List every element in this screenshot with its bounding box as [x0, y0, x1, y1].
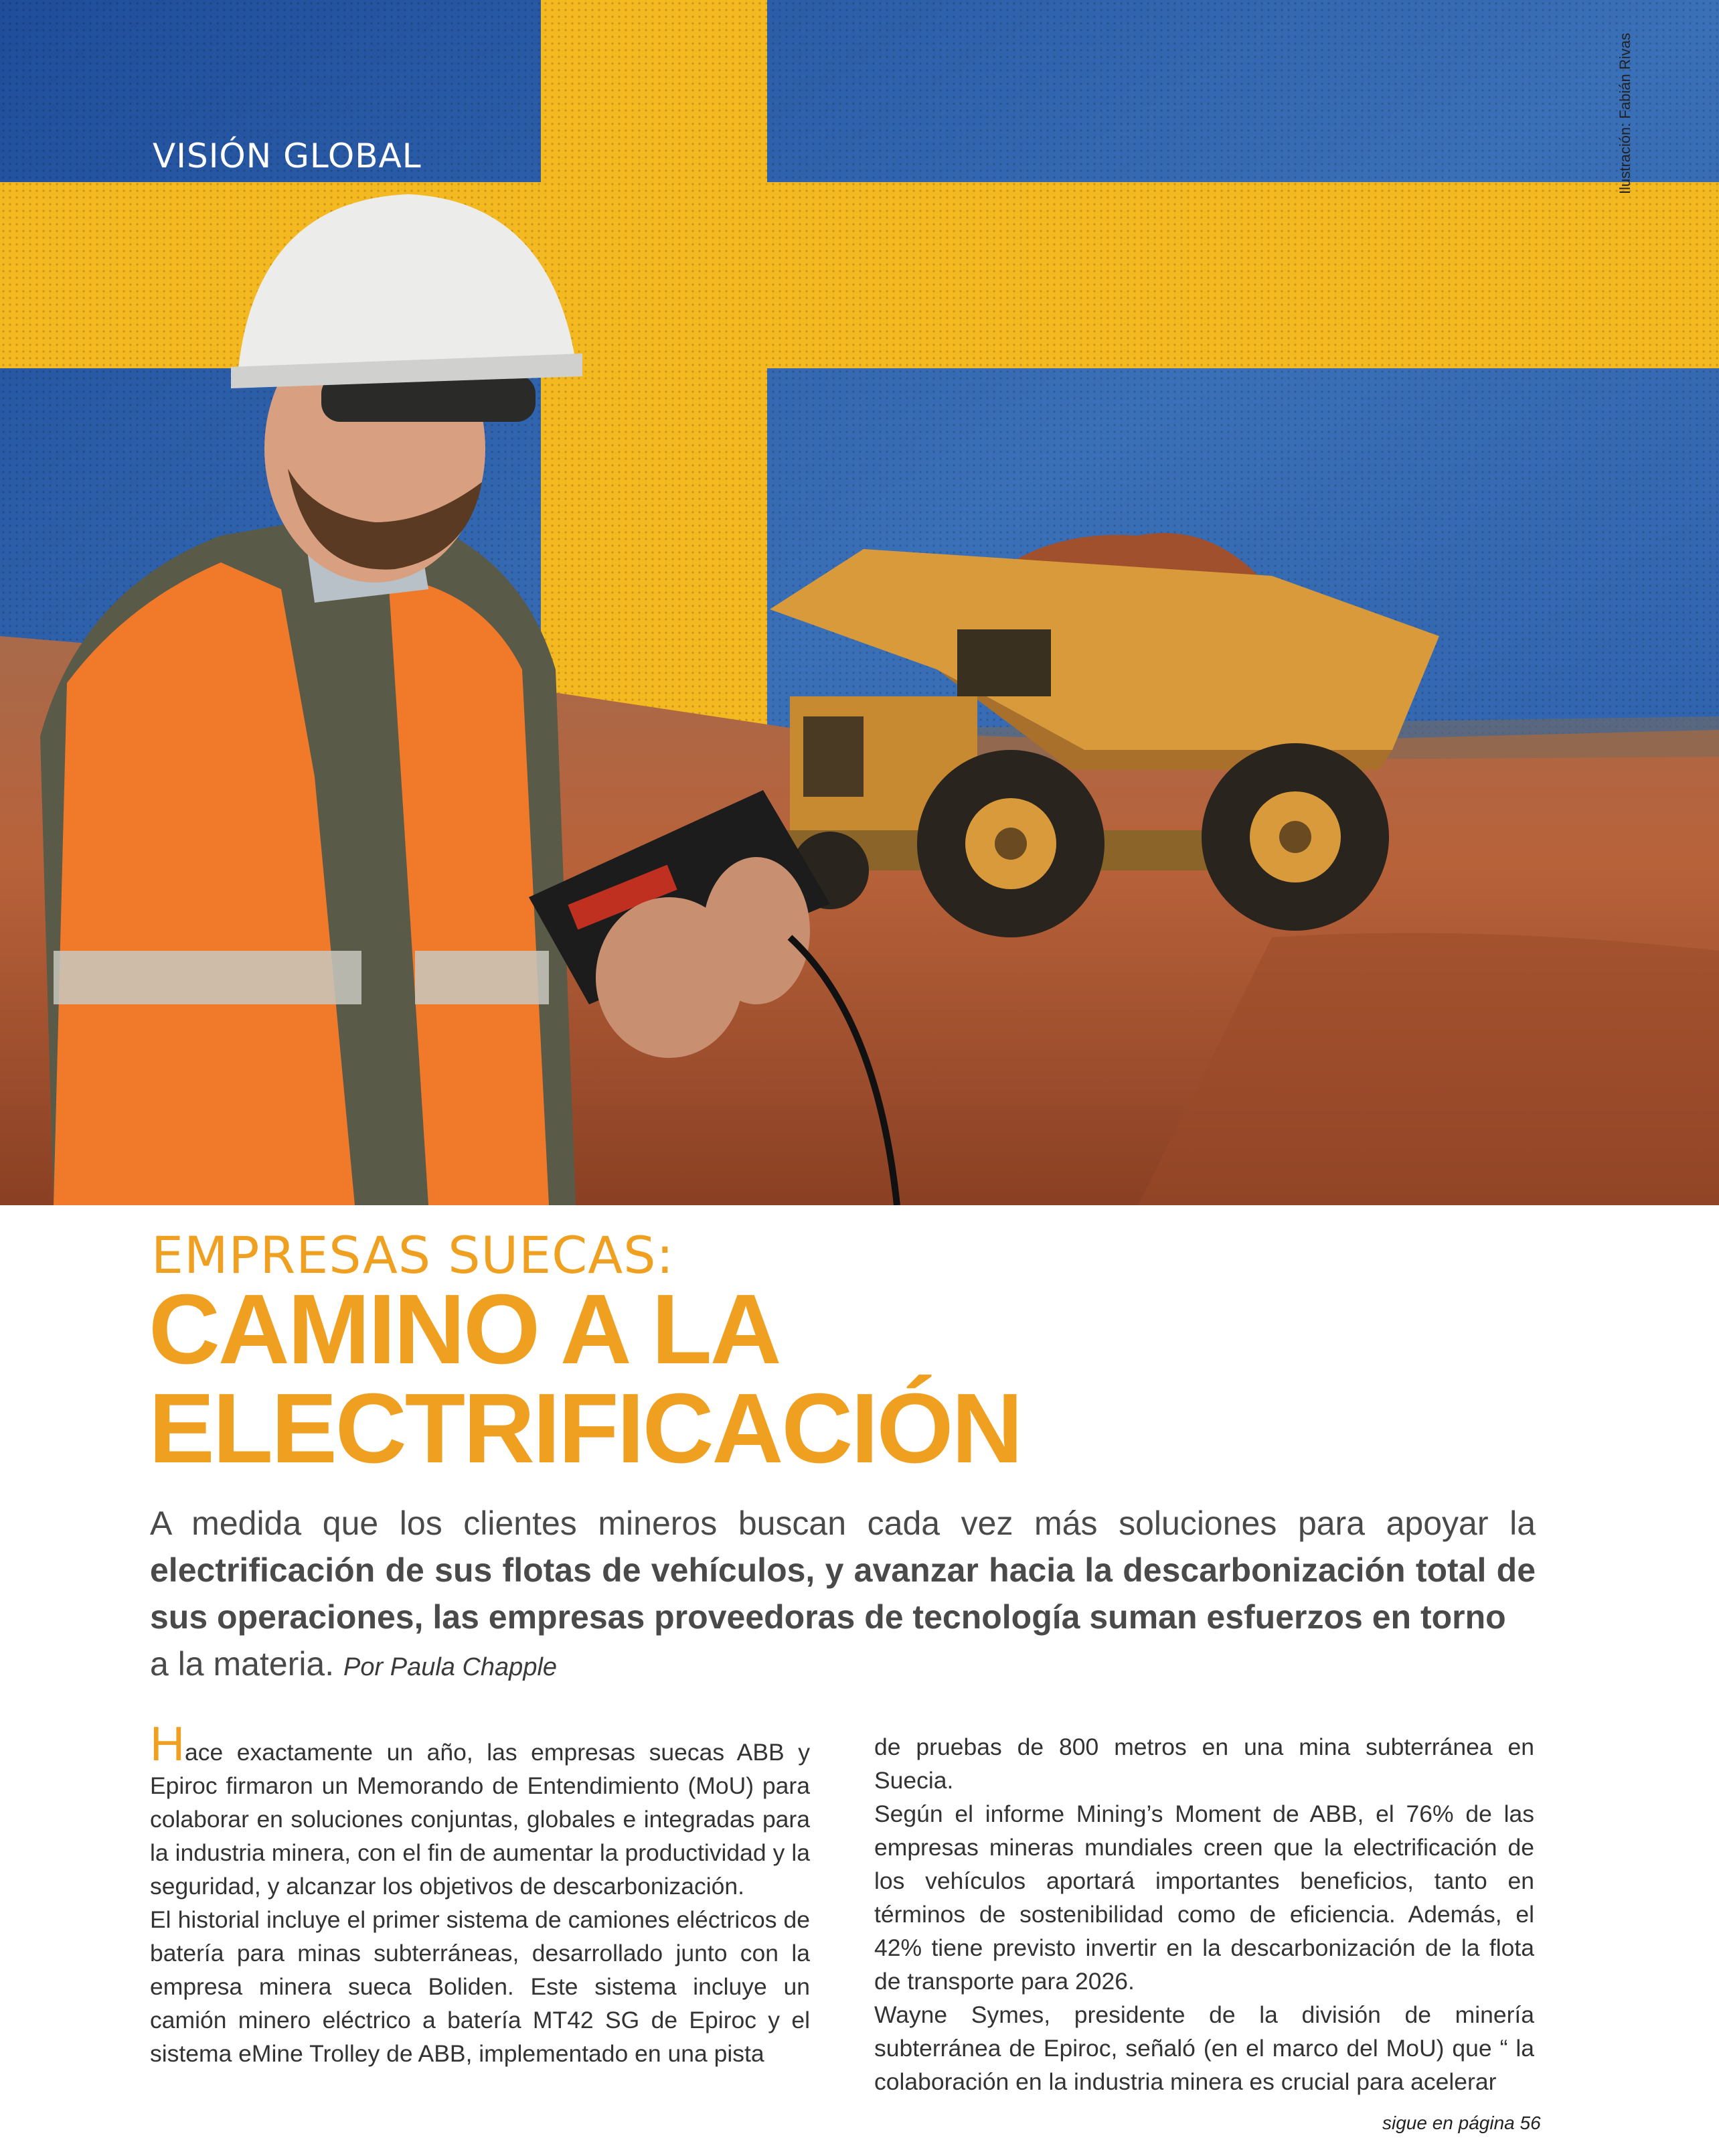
- title-line-1: CAMINO A LA: [149, 1274, 780, 1385]
- title-line-2: ELECTRIFICACIÓN: [149, 1373, 1021, 1484]
- paragraph: Wayne Symes, presidente de la división de minería subterránea de Epiroc, señaló (en el marco del MoU) que “ la colaboración en la industria minera es crucial para acelerar: [874, 2001, 1534, 2095]
- body-column-left: [150, 1717, 810, 2070]
- continued-note: sigue en página 56: [1382, 2112, 1541, 2133]
- body-column-right: [874, 1730, 1534, 2098]
- deck-end: a la materia.: [150, 1645, 335, 1683]
- article-title: [149, 1274, 1021, 1484]
- paragraph: Según el informe Mining’s Moment de ABB, el 76% de las empresas mineras mundiales creen que la electrificación de los vehículos aportará importantes beneficios, tanto en términos de sostenibilidad como de eficiencia. Además, el 42% tiene previsto invertir en la descarbonización de la flota de transporte para 2026.: [874, 1800, 1534, 1995]
- section-label: VISIÓN GLOBAL: [153, 137, 422, 175]
- article-deck: [150, 1500, 1536, 1691]
- deck-intro: A medida que los clientes mineros buscan cada vez más soluciones para apoyar la: [150, 1505, 1536, 1542]
- byline: Por Paula Chapple: [343, 1653, 558, 1681]
- drop-cap: H: [150, 1717, 185, 1771]
- paragraph: [150, 1717, 810, 1903]
- paragraph: de pruebas de 800 metros en una mina subterránea en Suecia.: [874, 1734, 1534, 1794]
- paragraph-text: ace exactamente un año, las empresas suecas ABB y Epiroc firmaron un Memorando de Entendimiento (MoU) para colaborar en soluciones conjuntas, globales e integradas para la industria minera, con el fin de aumentar la productividad y la seguridad, y alcanzar los objetivos de descarbonización.: [150, 1739, 810, 1900]
- paragraph: El historial incluye el primer sistema de camiones eléctricos de batería para minas subterráneas, desarrollado junto con la empresa minera sueca Boliden. Este sistema incluye un camión minero eléctrico a batería MT42 SG de Epiroc y el sistema eMine Trolley de ABB, implementado en una pista: [150, 1906, 810, 2067]
- illustration-credit: Ilustración: Fabián Rivas: [1617, 33, 1633, 194]
- deck-bold: electrificación de sus flotas de vehículos, y avanzar hacia la descarbonización total de sus operaciones, las empresas proveedoras de tecnología suman esfuerzos en torno: [150, 1551, 1536, 1636]
- article-kicker: EMPRESAS SUECAS:: [151, 1225, 675, 1285]
